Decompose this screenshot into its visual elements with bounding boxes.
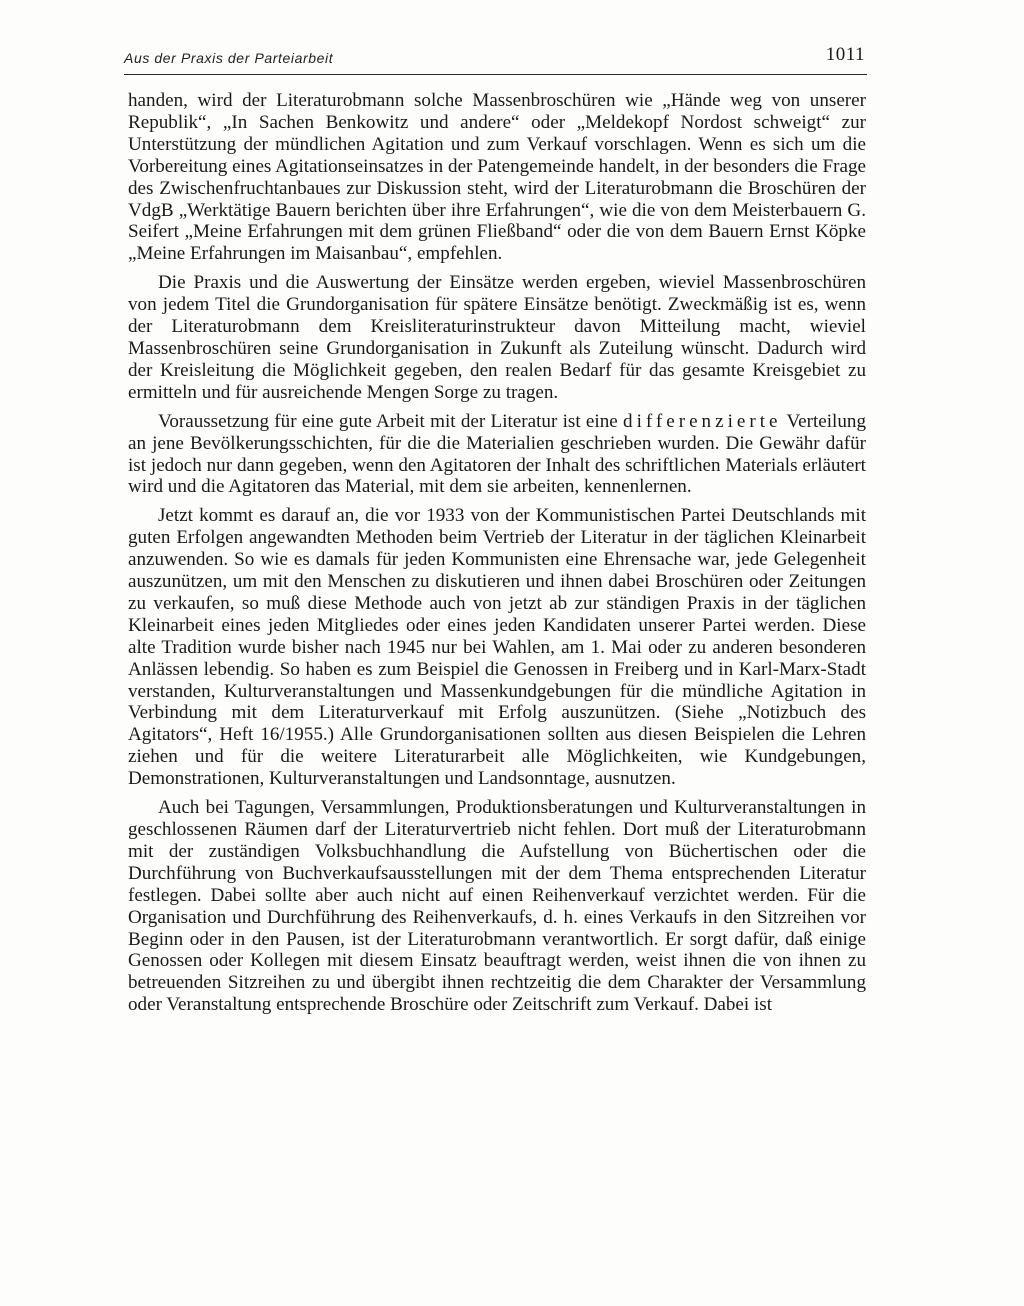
running-header <box>124 44 867 75</box>
paragraph-5: Auch bei Tagungen, Versammlungen, Produktionsberatungen und Kulturveranstaltungen in geschlossenen Räumen darf der Literaturvertrieb nicht fehlen. Dort muß der Literaturobmann mit der zuständigen Volksbuchhandlung die Aufstellung von Büchertischen oder die Durchführung von Buchverkaufsausstellungen mit der dem Thema entsprechenden Literatur festlegen. Dabei sollte aber auch nicht auf einen Reihenverkauf verzichtet werden. Für die Organisation und Durchführung des Reihenverkaufs, d. h. eines Verkaufs in den Sitzreihen vor Beginn oder in den Pausen, ist der Literaturobmann verantwortlich. Er sorgt dafür, daß einige Genossen oder Kollegen mit diesem Einsatz beauftragt werden, weist ihnen die von ihnen zu betreuenden Sitzreihen zu und übergibt ihnen rechtzeitig die dem Charakter der Versammlung oder Veranstaltung entsprechende Broschüre oder Zeitschrift zum Verkauf. Dabei ist <box>128 797 866 1016</box>
paragraph-1: handen, wird der Literaturobmann solche Massenbroschüren wie „Hände weg von unserer Republik“, „In Sachen Benkowitz und andere“ oder „Meldekopf Nordost schweigt“ zur Unterstützung der mündlichen Agitation und zum Verkauf vorschlagen. Wenn es sich um die Vorbereitung eines Agitationseinsatzes in der Patengemeinde handelt, in der besonders die Frage des Zwischenfruchtanbaues zur Diskussion steht, wird der Literaturobmann die Broschüren der VdgB „Werktätige Bauern berichten über ihre Erfahrungen“, wie die von dem Meisterbauern G. Seifert „Meine Erfahrungen mit dem grünen Fließband“ oder die von dem Bauern Ernst Köpke „Meine Erfahrungen im Maisanbau“, empfehlen. <box>128 90 866 265</box>
running-title: Aus der Praxis der Parteiarbeit <box>124 50 334 66</box>
paragraph-3-start: Voraussetzung für eine gute Arbeit mit der Literatur ist eine <box>158 410 624 432</box>
paragraph-3-end: Verteilung an jene Bevölkerungsschichten, für die die Materialien geschrieben wurden. Die Gewähr dafür ist jedoch nur dann gegeben, wenn den Agitatoren der Inhalt des schriftlichen Materials erläutert wird und die Agitatoren das Material, mit dem sie arbeiten, kennenlernen. <box>128 410 866 498</box>
body-text <box>128 90 866 1023</box>
spaced-emphasis: differenzierte <box>623 410 782 432</box>
paragraph-3 <box>128 411 866 499</box>
paragraph-4: Jetzt kommt es darauf an, die vor 1933 von der Kommunistischen Partei Deutschlands mit guten Erfolgen angewandten Methoden beim Vertrieb der Literatur in der täglichen Kleinarbeit anzuwenden. So wie es damals für jeden Kommunisten eine Ehrensache war, jede Gelegenheit auszunützen, um mit den Menschen zu diskutieren und ihnen dabei Broschüren oder Zeitungen zu verkaufen, so muß diese Methode auch von jetzt ab zur ständigen Praxis in der täglichen Kleinarbeit eines jeden Mitgliedes oder eines jeden Kandidaten unserer Partei werden. Diese alte Tradition wurde bisher nach 1945 nur bei Wahlen, am 1. Mai oder zu anderen besonderen Anlässen lebendig. So haben es zum Beispiel die Genossen in Freiberg und in Karl-Marx-Stadt verstanden, Kulturveranstaltungen und Massenkundgebungen für die mündliche Agitation in Verbindung mit dem Literaturverkauf mit Erfolg auszunützen. (Siehe „Notizbuch des Agitators“, Heft 16/1955.) Alle Grundorganisationen sollten aus diesen Beispielen die Lehren ziehen und für die weitere Literaturarbeit alle Möglichkeiten, wie Kundgebungen, Demonstrationen, Kulturveranstaltungen und Landsonntage, ausnutzen. <box>128 505 866 790</box>
paragraph-2: Die Praxis und die Auswertung der Einsätze werden ergeben, wieviel Massenbroschüren von jedem Titel die Grundorganisation für spätere Einsätze benötigt. Zweckmäßig ist es, wenn der Literaturobmann dem Kreisliteraturinstrukteur davon Mitteilung macht, wieviel Massenbroschüren seine Grundorganisation in Zukunft als Zuteilung wünscht. Dadurch wird der Kreisleitung die Möglichkeit gegeben, den realen Bedarf für das gesamte Kreisgebiet zu ermitteln und für ausreichende Mengen Sorge zu tragen. <box>128 272 866 403</box>
page-number: 1011 <box>825 44 865 65</box>
